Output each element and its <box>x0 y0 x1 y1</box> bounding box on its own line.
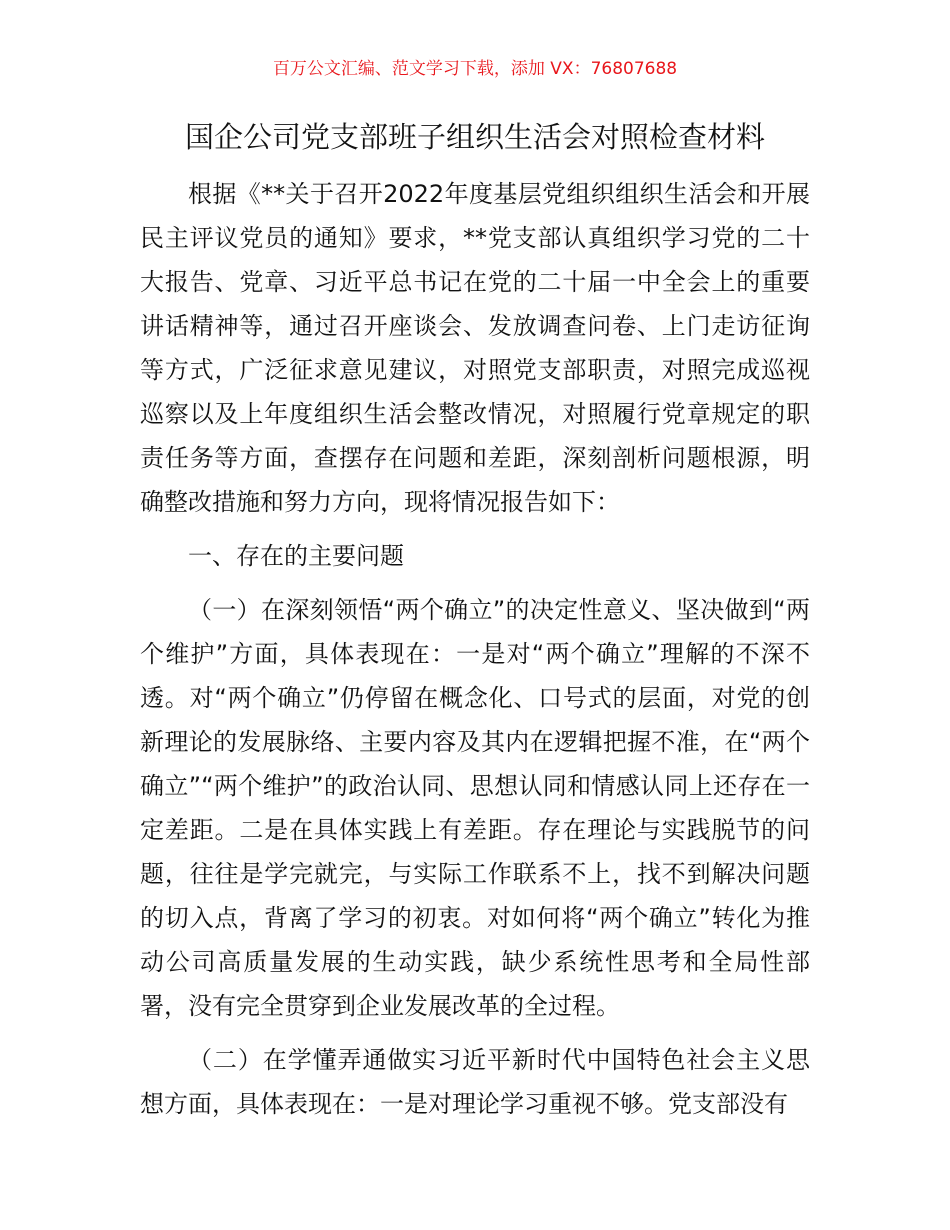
section-heading-problems: 一、存在的主要问题 <box>188 542 404 570</box>
document-title: 国企公司党支部班子组织生活会对照检查材料 <box>184 120 765 154</box>
problem-item-1: （一）在深刻领悟“两个确立”的决定性意义、坚决做到“两个维护”方面，具体表现在：一是对“两个确立”理解的不深不透。对“两个确立”仍停留在概念化、口号式的层面，对党的创新理论的发展脉络、主要内容及其内在逻辑把握不准，在“两个确立”“两个维护”的政治认同、思想认同和情感认同上还存在一定差距。二是在具体实践上有差距。存在理论与实践脱节的问题，往往是学完就完，与实际工作联系不上，找不到解决问题的切入点，背离了学习的初衷。对如何将“两个确立”转化为推动公司高质量发展的生动实践，缺少系统性思考和全局性部署，没有完全贯穿到企业发展改革的全过程。 <box>140 596 810 1020</box>
problem-item-2: （二）在学懂弄通做实习近平新时代中国特色社会主义思想方面，具体表现在：一是对理论学习重视不够。党支部没有 <box>140 1046 810 1118</box>
watermark-header: 百万公文汇编、范文学习下载，添加 VX：76807688 <box>272 59 678 79</box>
document-body <box>140 172 810 1126</box>
intro-paragraph: 根据《**关于召开2022年度基层党组织组织生活会和开展民主评议党员的通知》要求，**党支部认真组织学习党的二十大报告、党章、习近平总书记在党的二十届一中全会上的重要讲话精神等，通过召开座谈会、发放调查问卷、上门走访征询等方式，广泛征求意见建议，对照党支部职责，对照完成巡视巡察以及上年度组织生活会整改情况，对照履行党章规定的职责任务等方面，查摆存在问题和差距，深刻剖析问题根源，明确整改措施和努力方向，现将情况报告如下： <box>140 180 810 516</box>
